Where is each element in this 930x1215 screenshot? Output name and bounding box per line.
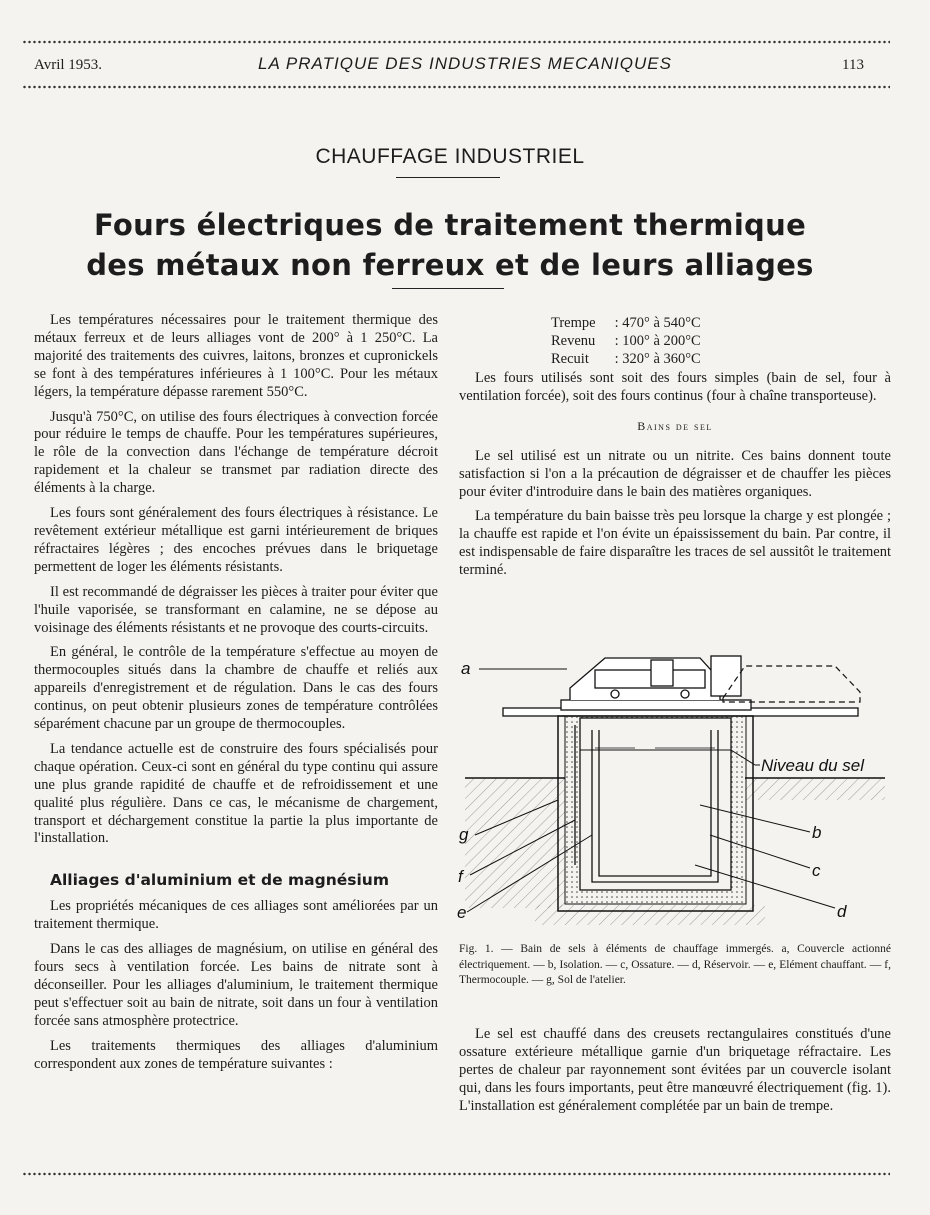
label-g: g [459,825,469,844]
label-niveau: Niveau du sel [761,756,865,775]
paragraph: Les fours utilisés sont soit des fours simples (bain de sel, four à ventilation forcée), soit des fours continus (four à chaîne transporteuse). [459,370,891,404]
label-c: c [812,861,821,880]
page-number: 113 [842,57,864,73]
article-title-line2: des métaux non ferreux et de leurs alliages [86,248,814,282]
temperature-row [459,314,891,332]
paragraph: Les fours sont généralement des fours électriques à résistance. Le revêtement extérieur métallique est garni intérieurement de briques réfractaires légères ; des encoches prévues dans le briquetage permettent de loger les éléments résistants. [34,505,438,575]
treatment-range: : 470° à 540°C [614,315,701,331]
paragraph: Il est recommandé de dégraisser les pièces à traiter pour éviter que l'huile vaporisée, se transformant en calamine, ne se dépose au voisinage des éléments résistants et ne provoque des courts-circuits. [34,583,438,636]
label-e: e [457,903,467,922]
treatment-name: Recuit [551,351,589,367]
temperature-row [459,332,891,350]
left-column [34,312,438,1080]
header-rule-top [22,40,890,44]
title-rule [392,288,504,289]
article-title-line1: Fours électriques de traitement thermique [93,208,807,242]
treatment-range: : 320° à 360°C [614,351,701,367]
section-heading: CHAUFFAGE INDUSTRIEL [315,145,585,168]
cover-open-dashed [723,666,860,702]
paragraph: La température du bain baisse très peu lorsque la charge y est plongée ; la chauffe est rapide et l'on évite un épaississement du bain. Par contre, il est indispensable de faire disparaître les traces de sel aussitôt le traitement terminé. [459,508,891,579]
paragraph: Le sel utilisé est un nitrate ou un nitrite. Ces bains donnent toute satisfaction si l'on a la précaution de dégraisser et de chauffer les pièces pour éviter d'introduire dans le bain des matières organiques. [459,447,891,500]
treatment-range: : 100° à 200°C [614,333,701,349]
paragraph: Les propriétés mécaniques de ces alliages sont améliorées par un traitement thermique. [34,898,438,933]
treatment-name: Revenu [551,333,596,349]
right-column-top [459,314,891,587]
treatment-name: Trempe [551,315,596,331]
paragraph: Dans le cas des alliages de magnésium, on utilise en général des fours secs à ventilation forcée. Les bains de nitrate sont à déconseiller. Pour les alliages d'aluminium, le traitement thermique peut s'effectuer soit au bain de nitrate, soit dans un four à ventilation forcée sans atmosphère protectrice. [34,941,438,1029]
paragraph: Les températures nécessaires pour le traitement thermique des métaux ferreux et de leurs alliages vont de 200° à 1 250°C. La majorité des traitements des cuivres, laitons, bronzes et cupronickels se font à des températures inférieures à 1 100°C. Pour les métaux légers, la température dépasse rarement 550°C. [34,312,438,400]
label-d: d [837,902,847,921]
label-b: b [812,823,822,842]
subheading-aluminium: Alliages d'aluminium et de magnésium [50,871,389,890]
header-date: Avril 1953. [34,57,103,73]
header-rule-bottom [22,85,890,89]
paragraph: En général, le contrôle de la température s'effectue au moyen de thermocouples situés dans la chambre de chauffe et reliés aux appareils d'enregistrement et de régulation. Dans le cas des fours continus, on peut obtenir plusieurs zones de température contrôlées séparément chacune par un groupe de thermocouples. [34,644,438,733]
salt-bath-diagram [455,650,895,935]
paragraph: Le sel est chauffé dans des creusets rectangulaires constitués d'une ossature extérieure métallique garnie d'un briquetage réfractaire. Les pertes de chaleur par rayonnement sont évitées par un couvercle isolant qui, dans les fours importants, peut être manœuvré électriquement (fig. 1). L'installation est généralement complétée par un bain de trempe. [459,1026,891,1114]
journal-title: LA PRATIQUE DES INDUSTRIES MECANIQUES [258,54,672,73]
temperature-row [459,350,891,368]
figure-caption: Fig. 1. — Bain de sels à éléments de chauffage immergés. a, Couvercle actionné électriquement. — b, Isolation. — c, Ossature. — d, Réservoir. — e, Elément chauffant. — f, Thermocouple. — g, Sol de l'atelier. [459,943,891,986]
right-column-bottom [459,1026,891,1123]
footer-rule [22,1172,890,1176]
subheading-bains-de-sel: Bains de sel [637,418,713,433]
paragraph: La tendance actuelle est de construire des fours spécialisés pour chaque opération. Ceux-ci sont en général du type continu qui assure une plus grande rapidité de chauffe et de refroidissement et une qualité plus régulière. Dans ce cas, le mécanisme de chargement, transport et déchargement constitue la partie la plus importante de l'installation. [34,740,438,847]
section-rule [396,177,500,178]
label-f: f [458,867,463,886]
label-a: a [461,659,471,678]
paragraph: Les traitements thermiques des alliages d'aluminium correspondent aux zones de température suivantes : [34,1037,438,1072]
paragraph: Jusqu'à 750°C, on utilise des fours électriques à convection forcée pour réduire le temps de chauffe. Pour les températures supérieures, le rôle de la convection dans l'échange de température décroit rapidement et la chaleur se transmet par radiation directe des éléments à la charge. [34,408,438,497]
